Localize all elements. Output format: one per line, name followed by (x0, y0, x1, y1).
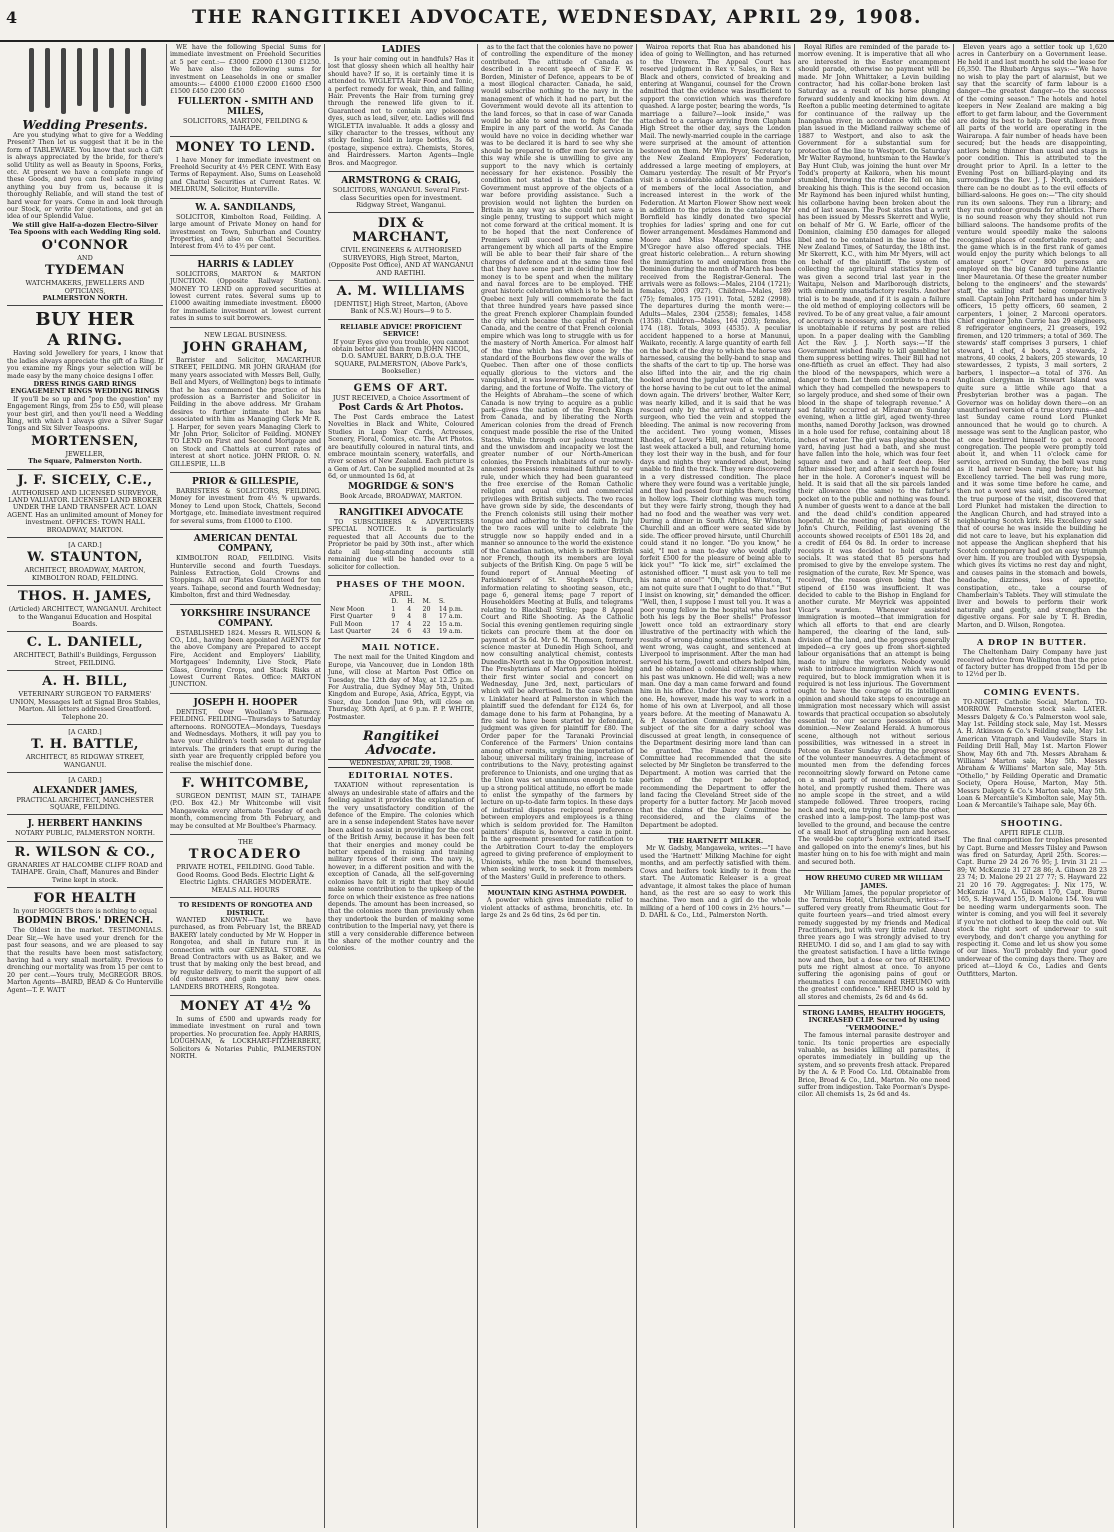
ad-battle (7, 729, 163, 773)
ad-body: A powder which gives immediate relief to violent attacks of asthma, bronchitis, etc. In large 2s and 2s 6d tins, 2s 6d per tin. (481, 897, 633, 920)
nameplate: Rangitikei Advocate. (362, 729, 440, 758)
ad-body: Mr W. Gadsby, Mangaweka, writes:—"I have used the 'Hartnett' Milking Machine for eight months, and am perfectly satisfied with them. Cows and heifers took kindly to it from the start. The Automatic Releaser is a great advantage, it almost takes the place of human hand, as the rest are so easy to work this machine. Two men and a girl do the whole milking of a herd of 100 cows in 2½ hours."—D. DAHL & Co., Ltd., Palmerston North. (640, 845, 791, 920)
ad-firm: J. HERBERT HANKINS (27, 819, 143, 830)
ad-body: [DENTIST,] High Street, Marton, (Above Bank of N.S.W.) Hours—9 to 5. (334, 299, 468, 316)
article-body (640, 44, 791, 834)
mail-notice (328, 643, 474, 726)
ad-heading: MOUNTAIN KING ASTHMA POWDER. (487, 888, 627, 897)
ad-address: The Square, Palmerston North. (28, 457, 142, 466)
ad-dental (170, 534, 321, 604)
ad-alexander-james (7, 777, 163, 815)
moon-cell: 1 (391, 605, 396, 613)
ad-firm: MORTENSEN, (31, 433, 139, 449)
ad-body: SOLICITORS, MARTON & MARTON JUNCTION. (Opposite Railway Station). MONEY TO LEND on approved securities at lowest current rates. Several sums up to £1000 awaiting immediate investment. £6000 for immediate investment at lowest current rates in sums to suit borrowers. (170, 270, 321, 323)
ad-heading: Wedding Presents. (22, 118, 148, 132)
ad-heading: MONEY TO LEND. (175, 139, 316, 155)
table-row (328, 598, 474, 605)
columns (4, 44, 1110, 1528)
ad-staunton (7, 542, 163, 586)
moon-cell: Last Quarter (330, 627, 371, 635)
section-heading: COMING EVENTS. (983, 686, 1081, 697)
ad-body: If you'll be so up and "pop the question" my Engagement Rings, from 25s to £50, will please your best girl, and then you'll need a Wedding Ring, with which I always give a Silver Sugar Tongs and Six Silver Teaspoons. (7, 395, 163, 433)
ad-body: WE have the following Special Sums for immediate investment on Freehold Securities at 5 per cent.:— £3000 £2000 £1300 £1250. We have also the following sums for investment on Leaseholds in one or smaller amounts:— £4000 £1000 £2000 £1600 £500 £1500 £450 £200 £450 (170, 44, 321, 96)
ad-address: PALMERSTON NORTH. (42, 293, 128, 302)
ad-wilson (7, 846, 163, 888)
ad-firm: TYDEMAN (45, 263, 125, 279)
section-body: The Cheltenham Dairy Company have just received advice from Wellington that the price of factory butter has dropped from 15d per lb to 12½d per lb. (957, 649, 1107, 679)
ad-firm: HARRIS & LADLEY (197, 259, 294, 270)
ad-body: ESTABLISHED 1824. Messrs R. WILSON & CO., Ltd., having been appointed AGENTS for the above Company are Prepared to accept Fire, Accident and Employers' Liability, Mortgagees' Indemnity, Live Stock, Plate Glass, Growing Crops, and Stack Risks at Lowest Current Rates. Office: MARTON JUNCTION. (170, 629, 321, 689)
ad-sicely (7, 474, 163, 538)
article-body (957, 44, 1107, 634)
ad-heading: TO RESIDENTS OF RONGOTEA AND DISTRICT. (178, 901, 313, 917)
ad-asthma (481, 890, 633, 924)
ad-dix-marchant (328, 217, 474, 281)
column-3 (325, 44, 478, 1528)
ad-ladies-wigletta (328, 45, 474, 172)
ad-firm: YORKSHIRE INSURANCE COMPANY. (180, 608, 311, 629)
masthead (0, 0, 1114, 42)
ad-heading: HOW RHEUMO CURED MR WILLIAM JAMES. (805, 874, 943, 890)
editorial-heading: EDITORIAL NOTES. (348, 770, 454, 781)
ad-body: WANTED KNOWN—That we have purchased, as from February 1st, the BREAD BAKERY lately conducted by Mr W. Hopper in Rongotea, and shall in future run it in connection with our GENERAL STORE. As Bread Contractors with us as Baker, and we trust that by making only the best bread, and by regular delivery, to merit the support of all old customers and gain many new ones. LANDERS BROTHERS, Rongotea. (170, 916, 321, 991)
moon-cell: 4 (407, 605, 412, 613)
table-row (328, 606, 474, 613)
ad-sub: JUST RECEIVED, a Choice Assortment of (332, 393, 470, 402)
ad-body: Having sold Jewellery for years, I know that the ladies always appreciate the gift of a Ring. If you examine my Rings your selection will be made easy by the many choice designs I offer. (7, 350, 163, 380)
ad-money-at-4 (170, 1000, 321, 1064)
ad-heading: Post Cards & Art Photos. (338, 403, 464, 413)
ad-hooper (170, 698, 321, 773)
ad-firm: W. A. SANDILANDS, (195, 202, 296, 213)
moon-cell: 17 (391, 620, 400, 628)
ad-optician (328, 324, 474, 380)
ad-heading: STRONG LAMBS, HEALTHY HOGGETS, INCREASED CLIP. Secured by using "VERMOOINE." (802, 1009, 946, 1032)
column-1 (4, 44, 167, 1528)
ad-heading: MONEY AT 4½ % (180, 998, 311, 1014)
ad-heading: FOR HEALTH (33, 890, 137, 906)
article-text: Royal Rifles are reminded of the parade to-morrow evening. It is imperative that all who are interested in the Easter encampment should parade, otherwise no payment will be made. Mr John Whittaker, a Levin building contractor, had his collar-bone broken last Saturday as a result of his horse plunging forward suddenly and knocking him down. At Reefton a public meeting determined to agitate for continuance of the railway up the Inangahua river, in accordance with the old plan issued in the Midland railway scheme of 1887 to Westport, and also to ask the Government for a substantial sum for protection of the line to Westport. On Saturday Mr Walter Raymond, huntsman to the Hawke's Bay Hunt Club, was joining the hunt over Mr Todd's property at Kaikora, when his mount stumbled, throwing the rider. He fell on him, breaking his thigh. This is the second occasion Mr Raymond has been injured whilst hunting, his collarbone having been broken about the end of last season. The Post states that a writ has been issued by Messrs Skerrett and Wylie, on behalf of Mr G. W. Earle, officer of the Dominion, claiming £50 damages for alleged libel and to be contained in the issue of the New Zealand Times, of Saturday, the 18th inst. Mr Skerrett, K.C., with him Mr Myers, will act on behalf of the plaintiff. The system of collecting the agricultural statistics by post was given a second trial last year in the Waitapu, Nelson and Marlborough districts, with eminently unsatisfactory results. Another trial is to be made, and if it is again a failure the old method of employing collectors will be revived. To be of any great value, a fair amount of accuracy is necessary, and it seems that this is unobtainable if returns by post are relied upon. In a paper dealing with the Gambling Act the Rev. J. J. North says:—"If the Government wished finally to kill gambling let them suppress betting wires. Their Bill had not one-fiftieth as cruel an effect. They had also the blood of the newspapers, which were a danger to them. Let them contribute to a result which they had compelled the newspapers to so largely produce, and shed some of their own blood in the shape of telegraph revenue." A sad fatality occurred at Miramar on Sunday evening, when a little girl, aged twenty-three months, named Dorothy Jackson, was drowned in a hole used for refuse, containing about 18 inches of water. The girl was playing about the yard, having just had a bath, and she must have fallen into the hole, which was four feet square and two and a half feet deep. Her father missed her, and after a search he found her in the hole. A Coroner's inquest will be held. It is said that all the six parcels landed their allowance (the same) to the father's pocket on to the public and nothing was found. A number of guests went to a dance at the ball and the dead child's condition appeared hopeful. At the meeting of parishioners of St John's Church, Feilding, last evening the accounts showed receipts of £501 18s 2d, and a credit of £64 0s 8d. In order to increase receipts it was decided to hold quarterly socials. It was stated that 85 persons had promised to give by the envelope system. The resignation of the curate, Rev. Mr Spence, was received, the reason given being that the stipend of £150 was insufficient. It was decided to cable to the Bishop in England for another curate. Mr Meyrick was appointed Vicar's warden. Whenever assisted immigration is mooted—that immigration for which all efforts to that end are clearly hampered, the clearing of the land, sub-division of the land, and the progress generally impeded—a cry goes up from short-sighted labour organisations that an attempt is being made to injure the workers. Nobody would wish to introduce immigration which was not required, but to block immigration when it is required is not less injurious. The Government ought to have the courage of its intelligent opinion and should take steps to encourage an immigration most necessary which will assist towards that practical occupation so absolutely essential to our secure possession of this dominion.—New Zealand Herald. A humorous scene, although not without serious possibilities, was witnessed in a street in Petone on Easter Sunday during the progress of the volunteer manoeuvres. A detachment of mounted men from the defending forces reconnoitring slowly forward on Petone came on a small party of mounted raiders at an hotel, and promptly rushed them. There was no ample scope in the street, and a wild stampede followed. Three troopers, racing neck and neck, one trying to capture the other, crashed into a lamp-post. The lamp-post was levelled to the ground, and because the centre of a small knot of struggling men and horses. The would-be captor's horse extricated itself and galloped on into the enemy's lines, but his master hung on to his foe with might and main and secured both. (798, 44, 950, 866)
ad-trade: JEWELLER, (65, 449, 105, 458)
ad-wedding-presents (7, 46, 163, 306)
moon-cell: 14 p.m. (438, 605, 463, 613)
ad-yorkshire (170, 609, 321, 694)
ad-special-sums (170, 44, 321, 137)
ad-rongotea-residents (170, 902, 321, 996)
ad-body: Are you studying what to give for a Wedding Present? Then let us suggest that it be in the form of TABLEWARE. You know that such a Gift is always appreciated by the bride, for there's solid Utility as well as Beauty in Spoons, Forks, etc. At present we have a complete range of these Goods, and you can feel safe in giving anything you buy from us, because it is thoroughly Reliable, and will stand the test of hard wear for years. Come in and look through our Stock, or write for quotations, and get an idea of our Splendid Value. (7, 132, 163, 221)
ad-graham (170, 332, 321, 474)
ad-heading: NEW LEGAL BUSINESS. (204, 330, 287, 339)
ad-body: SOLICITORS, WANGANUI. Several First-class Securities open for investment. Ridgway Street, Wanganui. (332, 186, 470, 209)
ad-heading: LADIES (381, 45, 421, 55)
ad-body: GRANARIES AT HALCOMBE CLIFF ROAD and TAIHAPE. Grain, Chaff, Manures and Binder Twine kept in stock. (7, 860, 163, 884)
ad-trade: WATCHMAKERS, JEWELLERS AND OPTICIANS, (25, 279, 145, 295)
moon-cell: 19 a.m. (438, 627, 463, 635)
ad-firm: THOS. H. JAMES, (17, 589, 153, 605)
section-body: The final competition for trophies presented by Capt. Burne and Messrs Tilsley and Pawson was fired on Saturday, April 25th. Scores:— Capt. Burne 29 24 26 76 95; J. Irvin 31 21 — 89; W. McKenzie 31 27 28 86; A. Gibson 28 23 23 74; D. Malone 29 21 27 77; S. Hayward 22 21 20 16 79. Aggregates: J. Nix 175, W. McKenzie 174, A. Gibson 170, Capt. Burne 165, S. Hayward 155, D. Malone 154. You will be needing warm undergarments soon. The winter is coming, and you will feel it severely if you're not clothed to keep the cold out. We stock the right sort of underwear to suit everybody, and don't charge you anything for respecting it. Come and let us show you some of our lines. You'll probably find your good underwear of the coming days there. They are priced at—Lloyd & Co., Ladies and Gents Outfitters, Marton. (957, 837, 1107, 978)
moon-cell: D. (391, 598, 399, 606)
moon-cell: Full Moon (330, 620, 363, 628)
ad-firm: ALEXANDER JAMES, (32, 785, 138, 796)
coming-events (957, 688, 1107, 815)
ad-heading: THE HARTNETT MILKER. (667, 837, 764, 846)
ad-williams-dentist (328, 285, 474, 320)
moon-heading: PHASES OF THE MOON. (336, 578, 466, 589)
moon-cell: S. (438, 598, 445, 606)
moon-cell: 8 (422, 613, 427, 621)
ad-body: If your Eyes give you trouble, you cannot obtain better aid than from JOHN NICOL, D.O. SAMUEL BARRY, D.B.O.A. THE SQUARE, PALMERSTON, (Above Park's, Bookseller.) (331, 337, 471, 376)
article-text: Wairoa reports that Rua has abandoned his idea of going to Wellington, and has returned to the Urewera. The Appeal Court has reserved judgment in Rex v. Sales, in Rex v. Black and others, convicted of breaking and entering at Wanganui, counsel for the Crown admitted that the evidence was insufficient to support the conviction which was therefore quashed. A large poster, bearing the words, "Is marriage a failure?—look inside," was attached to a carriage arriving from Clapham High Street the other day, says the London Mail. The newly-married couple in the carriage were surprised at the amount of attention bestowed on them. Mr Wm. Pryor, Secretary to the New Zealand Employers' Federation, addressed a large meeting of employers, at Oamaru yesterday. The result of Mr Pryor's visit is a considerable addition to the number of members of the local Association, and increased interest in the work of the Federation. At Marton Flower Show next week in addition to the prizes in the catalogue Mr Bornfield has kindly donated two special trophies for ladies' spring and one for cut flower arrangement. Mesdames Hammond and Moore and Miss Macgregor and Miss M'Gregor have also offered specials. THE great historic celebration... A return showing the immigration to and emigration from the Dominion during the month of March has been received from the Registrar-General. The arrivals were as follows:—Males, 2104 (1721); females, 2003 (927). Children—Males, 189 (75); females, 175 (191). Total, 5282 (2998). The departures during the month were:—Adults—Males, 2304 (2558); females, 1458 (1358). Children—Males, 164 (203); females, 174 (18). Totals, 3093 (4535). A peculiar accident happened to a horse at Manunui, Waikato, recently. A large quantity of earth fell on the back of the dray to which the horse was harnessed, causing the belly-band to snap and the shafts of the cart to tip up. The horse was also lifted into the air, and the rig chain hooked around the jugular vein of the animal, the horse having to be cut out to let the animal down again. The drivers' brother, Walter Kerr, was nearly killed, and it is said that he was rescued only by the arrival of a veterinary surgeon, who tied the vein and stopped the bleeding. The animal is now recovering from the accident. Two young women, Misses Rhodes, of Lover's Hill, near Colac, Victoria, last week attacked a bull, and returning home they lost their way in the bush, and for four days and nights they wandered about, being unable to find the track. They were discovered in a very distressed condition. The place where they were found was a veritable jungle, and they had passed four nights there, resting in hollow logs. Their clothing was much torn, but they were fairly strong, though they had had no food and the weather was very wet. During a dinner in South Africa, Sir Winston Churchill and an officer were seated side by side. The officer proved hirsute, until Churchill could stand it no longer. "Do you know," he said, "I met a man to-day who would gladly forfeit £500 for the pleasure of being able to kick you!" "To kick me, sir!" exclaimed the astonished officer. "I must ask you to tell me his name at once!" "Oh," replied Winston, "I am not quite sure that I ought to do that." "But I insist on knowing, sir," demanded the officer. "Well, then, I suppose I must tell you. It was a poor young fellow in the hospital who has lost both his legs by the Boer shells!" Professor Jowett once told an extraordinary story illustrative of the pertinacity with which the results of wrong-doing sometimes stick. A man went wrong, was caught, and sentenced at Liverpool to imprisonment. After the man had served his term, Jowett and others helped him, and he obtained a colonial citizenship where his past was unknown. He did well; was a new man. One day a man came forward and found him in his office. Under the roof was a rotted one. He, however, made his way to work in a home of his own at Liverpool, and all those years before. At the meeting of Manawatu A. & P. Association Committee yesterday the subject of the site for a dairy school was discussed at great length, in consequence of the Department desiring more land than can be granted. The Finance and Grounds Committee had recommended that the site selected by Mr Singleton be transferred to the Department. A motion was carried that the portion of the report be adopted, recommending the Department to offer the land facing the Cleveland Street side of the property for a butter factory. Mr Jacob moved that the claims of the Dairy Committee be reconsidered, and the claims of the Department be adopted. (640, 44, 791, 829)
ad-firm: MOGRIDGE & SON'S (348, 481, 454, 492)
ad-daniell (7, 636, 163, 671)
ad-body: In sums of £500 and upwards ready for immediate investment on rural and town properties. No procuration fee. Apply HARRIS, LOUGHNAN, & LOCKHART-FITZHERBERT, Solicitors & Notaries Public, PALMERSTON NORTH. (170, 1015, 321, 1060)
cutlery-illustration (11, 46, 159, 116)
ad-firm: A. H. BILL, (42, 674, 128, 690)
article-text: as to the fact that the colonies have no power of controlling the expenditure of the money contributed. The attitude of Canada as described in a recent speech of Sir F. W. Borden, Minister of Defence, appears to be of a most illogical character. Canada, he said, would subscribe nothing to the navy in the management of which it had no part, but the Government would devote all its attention to the land forces, so that in case of war Canada would be able to send men to fight for the Empire in any part of the world. As Canada would have no voice in deciding whether war was to be declared it is hard to see why she should be prepared to offer men for service in this way while she is unwilling to give any support to the navy which is certainly necessary for her existence. Possibly the condition not stated is that the Canadian Government must approve of the objects of a war before providing assistance. Such a provision would not lighten the burden on Britain in any way as she could not save a single penny, trusting to support which might not come forward at the critical moment. It is to be hoped that the next Conference of Premiers will succeed in making some arrangement by which all parts of the Empire will be able to bear their fair share of the charges of defence and at the same time feel that they have some part in deciding how the money is to be spent and when the military and naval forces are to be employed. THE great historic celebration which is to be held in Quebec next July will commemorate the fact that three hundred years have passed since the great French explorer Champlain founded the city which became the capital of French Canada, and the centre of that French colonial empire which was long to struggle with us for the mastery of North America. For almost half of the time which has since gone by the standard of the Bourbons flew over the walls of Quebec. Then after one of those conflicts equally glorious to the victors and the vanquished, it was lowered by the gallant, the daring, and the fortune of Wolfe. The victory of the Heights of Abraham—the scene of which Canada is now trying to acquire as a public park—gives the nation of the French Kings from Canada, and by liberating the North American colonies from the dread of French conquest made possible the rise of the United States. While through our jealous treatment and the unwisdom and incapacity we lost the greater number of our North-American colonies, the French inhabitants of our newly-annexed possessions remained faithful to our rule, under which they had been guaranteed the free exercise of the Roman Catholic religion and equal civil and commercial privileges with British subjects. The two races have grown side by side, the descendants of the French colonists still using their mother tongue and adhering to their old faith. In July the two races will unite to celebrate the struggle now so happily ended and in a manner so announce to the world the existence of the Canadian nation, which is neither British nor French, though its members are loyal subjects of the British King. On page 5 will be found report of Annual Meeting of Parishioners' of St. Stephen's Church, information relating to shooting season, etc.; page 6, general items; page 7 report of Householders Meeting at Bulls, and telegrams relating to Blackball Strike; page 8 Appeal Court and Rifle Shooting. As the Catholic Social this evening gentlemen requiring single tickets can procure them at the door on payment of 3s 6d. Mr G. M. Thomson, formerly science master at Dunedin High School, and now consulting analytical chemist, contests Dunedin-North seat in the Opposition interest. The Presbyterians of Marton propose holding their first winter social and concert on Wednesday, June 3rd, next, particulars of which will be advertised. In the case Spelman v. Linklater heard at Palmerston in which the plaintiff sued the defendant for £124 6s, for damage done to his farm at Pohangina, by a fire said to have been started by defendant, judgment was given for plaintiff for £80. The Order paper for the Taranaki Provincial Conference of the Farmers' Union contains among other remits, urging the importation of labour, universal military training, increase of contributions to the Navy, protesting against preference to Unionists, and one urging that as the Union was set unanimous enough to take up a strong political attitude, no effort be made to enlist the sympathy of the farmers by lecture on up-to-date farm topics. In these days of industrial disputes reciprocal preference between employers and employees is a thing which is seldom provided for. The Hamilton painters' dispute is, however, a case in point. In the agreement presented for ratification to the Arbitration Court to-day the employers agreed to giving preference of employment to Unionists, while the men bound themselves, when seeking work, to seek it from members of the Masters' Guild in preference to others. (481, 44, 633, 881)
ad-card: [A CARD.] (68, 727, 102, 736)
ad-trocadero (170, 839, 321, 898)
moon-cell: 4 (407, 620, 412, 628)
mail-heading: MAIL NOTICE. (361, 642, 441, 653)
ad-firm: R. WILSON & CO., (14, 844, 156, 860)
ad-firm: BODMIN BROS.' DRENCH. (16, 916, 154, 927)
table-row (328, 621, 474, 628)
ad-body: CIVIL ENGINEERS & AUTHORISED SURVEYORS, High Street, Marton, (Opposite Post Office), AND AT WANGANUI AND RAETIHI. (328, 246, 474, 277)
ad-address: Book Arcade, BROADWAY, MARTON. (339, 491, 463, 500)
butter-notice (957, 638, 1107, 684)
moon-month: APRIL. (389, 589, 413, 598)
ad-firm: J. F. SICELY, C.E., (17, 472, 153, 488)
ad-heading: GEMS OF ART. (353, 382, 449, 394)
newspaper-title: THE RANGITIKEI ADVOCATE, WEDNESDAY, APRIL 29, 1908. (191, 6, 923, 28)
ad-firm: TROCADERO (188, 847, 303, 863)
ad-body: I have Money for immediate investment on Freehold Security at 4½ PER CENT. With Easy Terms of Repayment. Also, Sums on Leasehold and Chattel Securities at Current Rates. W. MELDRUM, Solicitor, Hunterville. (170, 156, 321, 194)
ad-firm: DIX & MARCHANT, (352, 216, 450, 246)
moon-cell: 15 a.m. (438, 620, 463, 628)
ad-body: (Articled) ARCHITECT, WANGANUI. Architect to the Wanganui Education and Hospital Boards. (8, 605, 162, 629)
ad-body: Barrister and Solicitor, MACARTHUR STREET, FEILDING. MR JOHN GRAHAM (for many years associated with Messrs Bell, Gully, Bell and Myers, of Wellington) begs to intimate that he has commenced the practice of his profession as a Barrister and Solicitor in Feilding in the above address. Mr Graham desires to further intimate that he has associated with him as Managing Clerk Mr R. J. Harper, for seven years Managing Clerk to Mr John Prior, Solicitor of Feilding. MONEY TO LEND on First and Second Mortgage and on Stock and Chattels at current rates of interest at short notice. JOHN PRIOR. O. N. GILLESPIE, LL.B (170, 356, 321, 468)
dateline: WEDNESDAY, APRIL 29, 1908. (328, 759, 474, 768)
ad-james (7, 590, 163, 632)
ad-firm: O'CONNOR (41, 237, 129, 253)
article-text: Eleven years ago a settler took up 1,620 acres in Canterbury on a Government lease. He held it and last month he sold the lease for £6,350. The Rhubarb Argus says:—"We have no wish to play the part of alarmist, but we say that the scarcity of farm labour is a danger—the greatest danger—to the success of the coming season." The hotels and hotel keepers in New Zealand are making a big effort to get farm labour, and the Government are doing its best to help. Deer stalkers from all parts of the world are operating in the Wairarapa. A fair number of heads have been secured; but the heads are disappointing, antlers being thinner than usual and stags in poor condition. This is attributed to the drought prior to April. In a letter to the Evening Post on billiard-playing and its surroundings the Rev. J. J. North, considers there can be no doubt as to the evil effects of billiard-saloons. He goes on:—"The city should run its own saloons. They run a library; and they run outdoor grounds for athletics. There is no sound reason why they should not run billiard saloons. The handsome profits of the venture would speedily make the saloons recognised places of comfortable resort; and the game which is in the first rank of games would enjoy the purity which belongs to all amateur sport." Over 800 persons are employed on the big Canard turbine Atlantic liner Mauretania. Of these the greater number belong to the engineers' and the stewards' staff, the sailing staff being comparatively small. Captain John Pritchard has under him 3 officers, 15 petty officers, 60 seamen, 2 carpenters, 1 joiner, 2 Marconi operators. Chief engineer John Currie has 29 engineers, 8 refrigerator engineers, 21 greasers, 192 firemen, and 120 trimmers; a total of 369. The stewards' staff comprises 3 pursers, 1 chief steward, 1 chef, 4 boots, 2 stewards, 2 matrons, 40 cooks, 2 bakers, 205 stewards, 10 stewardesses, 2 typists, 3 mail sorters, 2 barbers, 1 inspector—a total of 376. An Anglican clergyman in Stewart Island was quite sure a little while ago that a Presbyterian brother was a pagan. The Governor was on holiday down there—on an unauthorised version of a true story runs—and last Sunday came round Lord Plunket announced that he would go to church. A message was sent to the Anglican pastor, who at once bestirred himself to get a record congregation. The people were promptly told about it, and when 11 o'clock came for service, arrived on Sunday, the bell was rung as it had never been rung before; but his Excellency tarried. The bell was rung more, and it was some time before he came, and then not a word was said, and the Governor, the true purpose of the visit, discovered that Lord Plunket had mistaken the direction to the Anglican Church, and had strayed into a neighbouring Scotch kirk. His Excellency said that of course he was inside the building he did not care to leave, but his explanation did not appease the Anglican shepherd that his Scotch contemporary had got an easy triumph over him. If you are troubled with Dyspepsia, which gives its victims no rest day and night, and causes pains in the stomach and bowels, headache, dizziness, loss of appetite, constipation, etc., take a course of Chamberlain's Tablets. They will stimulate the liver and bowels to perform their work naturally and gently, and strengthen the digestive organs. For sale by T. H. Bredin, Marton, and D. Wilson, Rongotea. (957, 44, 1107, 629)
ad-whitcombe (170, 777, 321, 835)
ad-connector: AND (77, 253, 93, 262)
column-2 (167, 44, 325, 1528)
moon-cell: 20 (422, 605, 431, 613)
moon-cell: 24 (391, 627, 400, 635)
moon-cell: 17 a.m. (438, 613, 463, 621)
moon-cell: 4 (407, 613, 412, 621)
ad-body: PRACTICAL ARCHITECT, MANCHESTER SQUARE, FEILDING. (16, 795, 154, 811)
ad-connector: THE (238, 838, 253, 847)
column-5 (637, 44, 795, 1528)
moon-cell: 9 (391, 613, 396, 621)
ad-body: SOLICITOR, Kimbolton Road, Feilding. A large amount of Private Money on hand for investment on Town, Suburban and Country Properties, and also on Chattel Securities. Interest from 4½ to 4½ per cent. (170, 213, 321, 251)
section-heading: A DROP IN BUTTER. (976, 637, 1088, 648)
ad-prior-gillespie (170, 477, 321, 530)
ad-firm: W. STAUNTON, (27, 550, 143, 566)
ad-firm: PRIOR & GILLESPIE, (191, 477, 300, 488)
ad-body: KIMBOLTON ROAD, FEILDING. Visits Hunterville second and fourth Tuesdays. Painless Extraction, Gold Crowns and Stoppings. All our Plates Guaranteed for ten years. Taihape, second and fourth Wednesday; Kimbolton, first and third Wednesday. (170, 555, 321, 600)
ad-heading: A RING. (47, 330, 123, 350)
ad-firm: T. H. BATTLE, (31, 737, 139, 753)
ad-heading: BUY HER (35, 309, 135, 331)
table-row (328, 613, 474, 620)
article-body (481, 44, 633, 886)
notice-subscribers (328, 508, 474, 576)
ad-firm: FULLERTON - SMITH AND MILES, (177, 96, 314, 117)
ad-vermooine (798, 1010, 950, 1103)
ad-firm: F. WHITCOMBE, (181, 776, 310, 792)
ad-bill (7, 675, 163, 725)
ad-body: The Post Cards embrace the Latest Novelties in Black and White, Coloured Studies in Leap Year Cards, Actresses, Scenery, Floral, Comics, etc. The Art Photos. are beautifully coloured in natural tints, and embrace mountain scenery, waterfalls, and river scenes of New Zealand. Each picture is a Gem of Art. Can be supplied mounted at 2s 6d, or unmounted 1s 6d, at (328, 414, 474, 481)
ad-money-to-lend (170, 141, 321, 199)
moon-cell: First Quarter (330, 613, 373, 621)
moon-cell: 22 (422, 620, 431, 628)
ad-body: BARRISTERS & SOLICITORS, FEILDING. Money for investment from 4½ % upwards. Money to Lend upon Stock, Chattels, Second Mortgage, etc. Immediate investment required for several sums, from £1000 to £100. (170, 488, 321, 525)
ad-card: [A CARD.] (68, 541, 102, 550)
notice-heading: RANGITIKEI ADVOCATE (338, 508, 464, 519)
section-body: TO-NIGHT. Catholic Social, Marton. TO-MORROW. Palmerston stock sale. LATER. Messrs Dalgety & Co.'s Palmerston wool sale, May 1st. Feilding stock sale, May 1st. Messrs A. H. Atkinson & Co.'s Feilding sale, May 1st. American Vitagraph and Vaudeville Stars in Feilding Drill Hall, May 1st. Marton Flower Show, May 6th and 7th. Messrs Abraham & Williams' Marton sale, May 5th. Messrs Abraham & Williams' Marton sale, May 5th. "Othello," by Feilding Operatic and Dramatic Society, Opera House, Marton, May 5th. Messrs Dalgety & Co.'s Marton sale, May 5th. Loan & Mercantile's Kimbolton sale, May 5th. Loan & Mercantile's Taihape sale, May 6th. (957, 698, 1107, 810)
moon-cell: 43 (422, 627, 431, 635)
ad-body: SOLICITORS, MARTON, FEILDING & TAIHAPE. (183, 116, 308, 133)
ad-body: ARCHITECT, Bathill's Buildings, Fergusson Street, FEILDING. (13, 651, 157, 667)
ad-rheumo (798, 875, 950, 1006)
table-row (328, 628, 474, 635)
mail-body: The next mail for the United Kingdom and Europe, via Vancouver, due in London 18th June, will close at Marton Post Office on Tuesday, the 12th day of May, at 12.25 p.m. For Australia, due Sydney May 5th, United Kingdom and Europe, Asia, Africa, Egypt, via Suez, due London June 9th, will close on Thursday, 30th April, at 6 p.m. P. P. WHITE, Postmaster. (328, 654, 474, 721)
ad-body: SURGEON DENTIST, MAIN ST., TAIHAPE (P.O. Box 42.) Mr Whitcombe will visit Mangaweka every alternate Tuesday of each month, commencing from 5th February, and may be consulted at Mr Boultbee's Pharmacy. (170, 793, 321, 830)
ad-body: The famous internal parasite destroyer and tonic. Its tonic properties are especially valuable, as besides killing all parasites, it operates immediately in building up the system, and so prevents fresh attack. Prepared by the A. & P. Food Co. Ltd. Obtainable from Brice, Broad & Co., Ltd., Marton. No one need suffer from indigestion. Take Poorman's Dyspe-cilor. All chemists 1s, 2s 6d and 4s. (798, 1032, 950, 1099)
ad-body: Mr William James, the popular proprietor of the Terminus Hotel, Christchurch, writes:—"I suffered very greatly from Rheumatic Gout for quite fourteen years—and tried almost every remedy suggested by my friends and Medical Practitioners, but with very little relief. About three years ago I was strongly advised to try RHEUMO. I did so, and I am glad to say with the greatest satisfaction. I have a little twinge now and then, but a dose or two of RHEUMO puts me right almost at once. To anyone suffering the agonising pains of gout or rheumatics I can recommend RHEUMO with the greatest confidence." RHEUMO is sold by all stores and chemists, 2s 6d and 4s 6d. (798, 889, 950, 1001)
column-7 (954, 44, 1110, 1528)
ad-sandilands (170, 203, 321, 256)
ad-body: ARCHITECT, BROADWAY, MARTON, KIMBOLTON ROAD, FEILDING. (24, 566, 146, 582)
ad-firm: JOHN GRAHAM, (182, 339, 309, 355)
ad-gems-of-art (328, 384, 474, 504)
ad-firm: JOSEPH H. HOOPER (193, 697, 298, 708)
moon-phases (328, 580, 474, 639)
moon-cell: H. (407, 598, 415, 606)
ad-offer: We still give Half-a-dozen Electro-Silver Tea Spoons with each Wedding Ring sold. (9, 220, 161, 237)
moon-table (328, 598, 474, 635)
ad-body: ARCHITECT, 85 RIDGWAY STREET, WANGANUI. (25, 753, 145, 769)
editorial-body: TAXATION without representation is always an undesirable state of affairs and the feeling against it provides the explanation of the very unsatisfactory condition of the defence of the Empire. The colonies which are in a sense independent States have never been asked to assist in providing for the cost of the British Army, because it has been felt that their energies and money could be better expended in raising and training military forces of their own. The navy is, however, in a different position and with the exception of Canada, all the self-governing colonies have felt it right that they should make some contribution to the upkeep of the force on which their existence as free nations depends. The amount has been increased, so that the colonies more than previously when they undertook the burden of making some contribution to the Imperial navy, yet there is still a very considerable difference between the share of the mother country and the colonies. (328, 782, 474, 953)
shooting (957, 819, 1107, 982)
ad-firm: AMERICAN DENTAL COMPANY, (193, 534, 298, 555)
ad-hankins (7, 819, 163, 841)
ad-firm: ARMSTRONG & CRAIG, (341, 176, 461, 187)
column-6 (795, 44, 954, 1528)
moon-cell: New Moon (330, 605, 365, 613)
column-4 (478, 44, 637, 1528)
ad-body: DENTIST, Over Woollam's Pharmacy. FEILDING. FEILDING—Thursdays to Saturday afternoons. RONGOTEA—Mondays, Tuesdays and Wednesdays. Mothers, it will pay you to have your children's teeth seen to at regular intervals. The grinders that erupt during the sixth year are frequently crippled before you realise the mischief done. (170, 708, 321, 768)
page-number: 4 (6, 8, 18, 27)
ad-armstrong-craig (328, 176, 474, 213)
moon-cell (328, 598, 389, 605)
ad-body: NOTARY PUBLIC, PALMERSTON NORTH. (15, 829, 155, 838)
ad-hartnett-milker (640, 838, 791, 923)
article-body (798, 44, 950, 871)
ad-card: [A CARD.] (68, 776, 102, 785)
ad-body: In your HOGGETS there is nothing to equal (12, 906, 158, 915)
editorial (328, 730, 474, 957)
ad-firm: C. L. DANIELL, (26, 635, 144, 651)
ad-buy-her-a-ring (7, 310, 163, 469)
ad-body: The Oldest in the market. TESTIMONIALS. Dear Sir,—We have used your drench for the past four seasons, and we are pleased to say that the results have been most satisfactory, having had a very small mortality. Previous to drenching our mortality was from 15 per cent to 20 per cent.—Yours truly, McGREGOR BROS. Marton Agents—BAIRD, BEAD & Co Hunterville Agent—T. F. WATT (7, 927, 163, 994)
ad-bodmin (7, 892, 163, 998)
ad-harris-ladley (170, 260, 321, 328)
ad-heading: RELIABLE ADVICE! PROFICIENT SERVICE! (340, 322, 462, 339)
section-sub: APITI RIFLE CLUB. (999, 828, 1065, 837)
ad-body: Is your hair coming out in handfuls? Has it lost that glossy sheen which all healthy hair should have? If so, it is certainly time it is attended to. WIGLETTA Hair Food and Tonic, a perfect remedy for weak, thin, and falling Hair. Prevents the Hair from turning grey through the renewed life given to it. Guaranteed not to contain any poisonous dyes, such as lead, silver, etc. Ladies will find WIGLETTA invaluable. It adds a glossy and silky character to the tresses, without any sticky feeling. Sold in large bottles, 3s 6d (postage, sixpence extra). Chemists, Stores, and Hairdressers. Marton Agents—Ingle Bros. and Macgregor. (328, 56, 474, 167)
ad-body: AUTHORISED AND LICENSED SURVEYOR, LAND VALUATOR. LICENSED LAND BROKER UNDER THE LAND TRANSFER ACT. LOAN AGENT. Has an unlimited amount of Money for investment. OFFICES: TOWN HALL BROADWAY, MARTON. (7, 488, 163, 534)
ad-list: DRESS RINGS GARD RINGS ENGAGEMENT RINGS WEDDING RINGS (10, 379, 160, 396)
section-heading: SHOOTING. (1000, 817, 1064, 828)
ad-body: PRIVATE HOTEL, FEILDING. Good Table. Good Rooms. Good Beds. Electric Light & Electric Lights. CHARGES MODERATE. MEALS ALL HOURS (176, 863, 315, 894)
ad-firm: A. M. WILLIAMS (336, 283, 466, 299)
notice-body: TO SUBSCRIBERS & ADVERTISERS SPECIAL NOTICE. It is particularly requested that all Accounts due to the Proprietor be paid by 30th inst., after which date all long-standing accounts still remaining due will be handed over to a solicitor for collection. (328, 519, 474, 571)
ad-body: VETERINARY SURGEON TO FARMERS' UNION, Messages left at Signal Bros Stables, Marton. All letters addressed Greatford. Telephone 20. (9, 690, 161, 721)
moon-cell: 6 (407, 627, 412, 635)
moon-cell: M. (422, 598, 431, 606)
